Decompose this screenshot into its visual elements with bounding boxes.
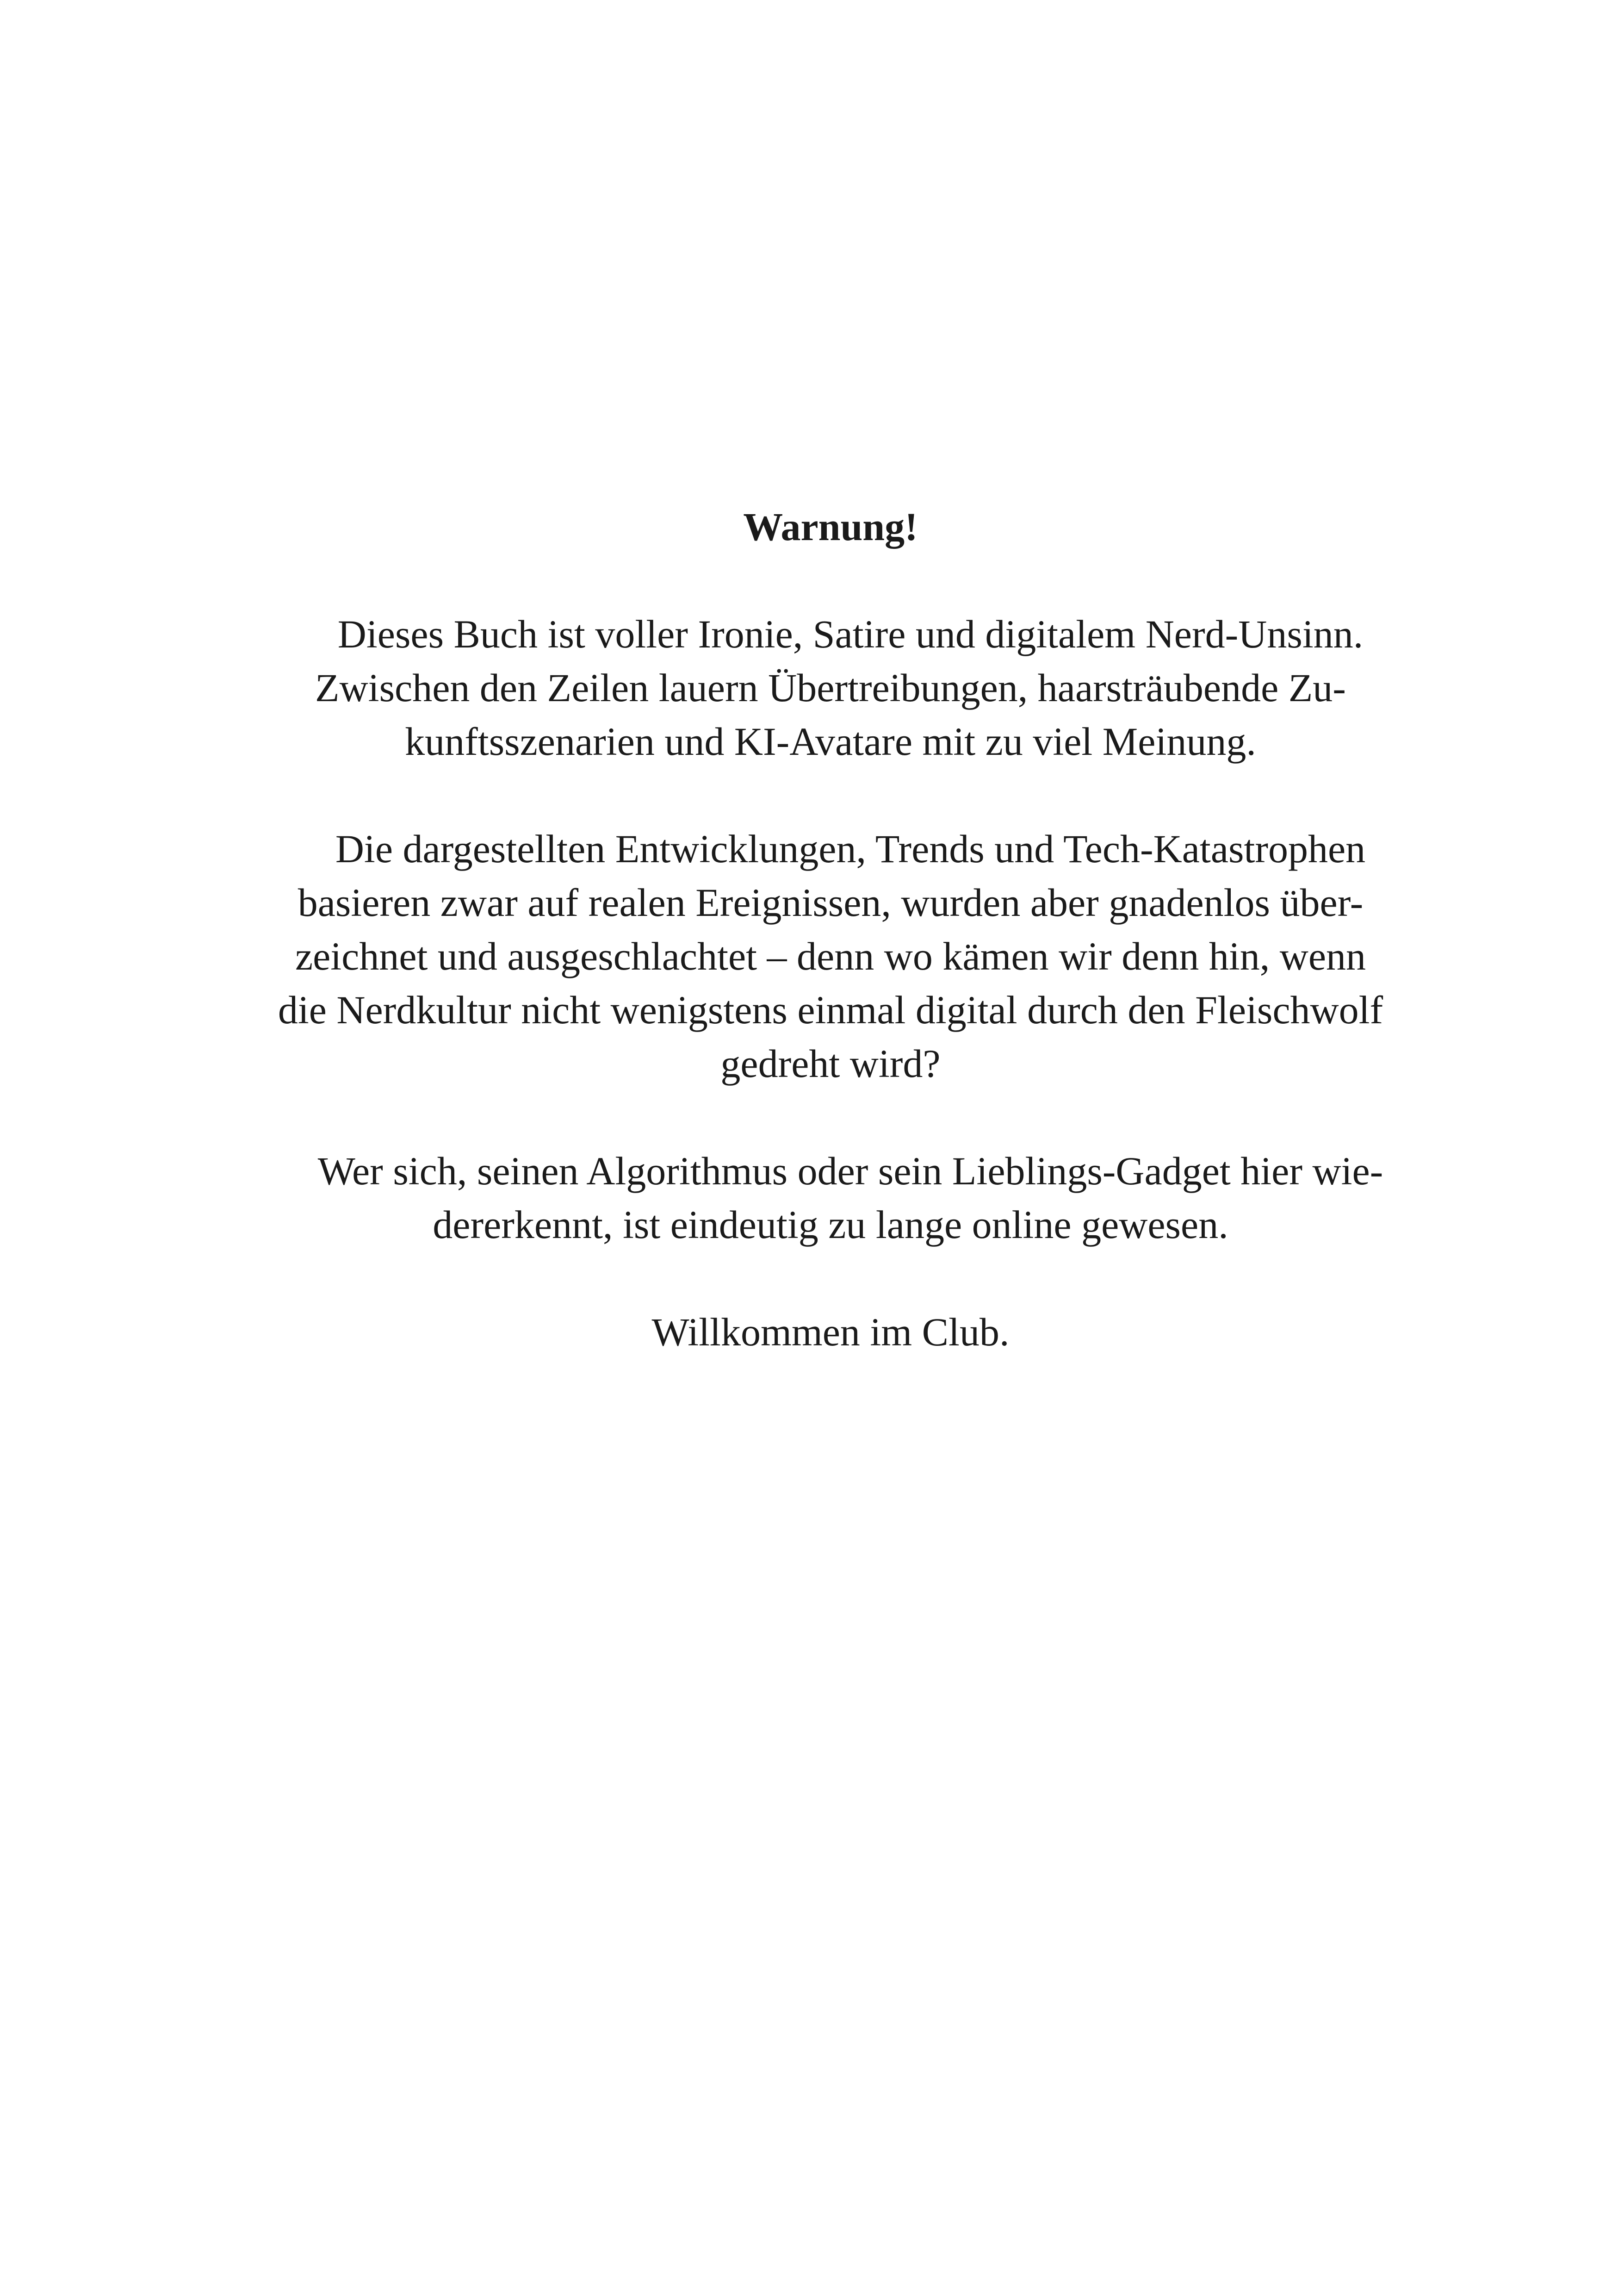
paragraph-line: kunftsszenarien und KI-Avatare mit zu viel Meinung. xyxy=(405,719,1256,764)
paragraph-line: Wer sich, seinen Algorithmus oder sein Lieblings-Gadget hier wie- xyxy=(317,1149,1383,1193)
warning-text-block xyxy=(222,500,1439,1412)
paragraph-line: dererkennt, ist eindeutig zu lange online gewesen. xyxy=(433,1202,1228,1247)
paragraph-line: Zwischen den Zeilen lauern Übertreibungen, haarsträubende Zu- xyxy=(315,666,1346,710)
warning-heading: Warnung! xyxy=(743,504,918,549)
paragraph-3 xyxy=(222,1144,1439,1251)
paragraph-line: Dieses Buch ist voller Ironie, Satire und digitalem Nerd-Unsinn. xyxy=(337,612,1364,656)
paragraph-line: basieren zwar auf realen Ereignissen, wurden aber gnadenlos über- xyxy=(298,880,1364,925)
closing-line: Willkommen im Club. xyxy=(651,1310,1010,1354)
paragraph-1 xyxy=(222,607,1439,768)
paragraph-4 xyxy=(222,1305,1439,1359)
paragraph-line: die Nerdkultur nicht wenigstens einmal digital durch den Fleischwolf xyxy=(278,988,1383,1032)
paragraph-line: gedreht wird? xyxy=(720,1041,941,1086)
paragraph-2 xyxy=(222,822,1439,1090)
paragraph-line: zeichnet und ausgeschlachtet – denn wo kämen wir denn hin, wenn xyxy=(295,934,1366,978)
paragraph-line: Die dargestellten Entwicklungen, Trends und Tech-Katastrophen xyxy=(335,827,1366,871)
